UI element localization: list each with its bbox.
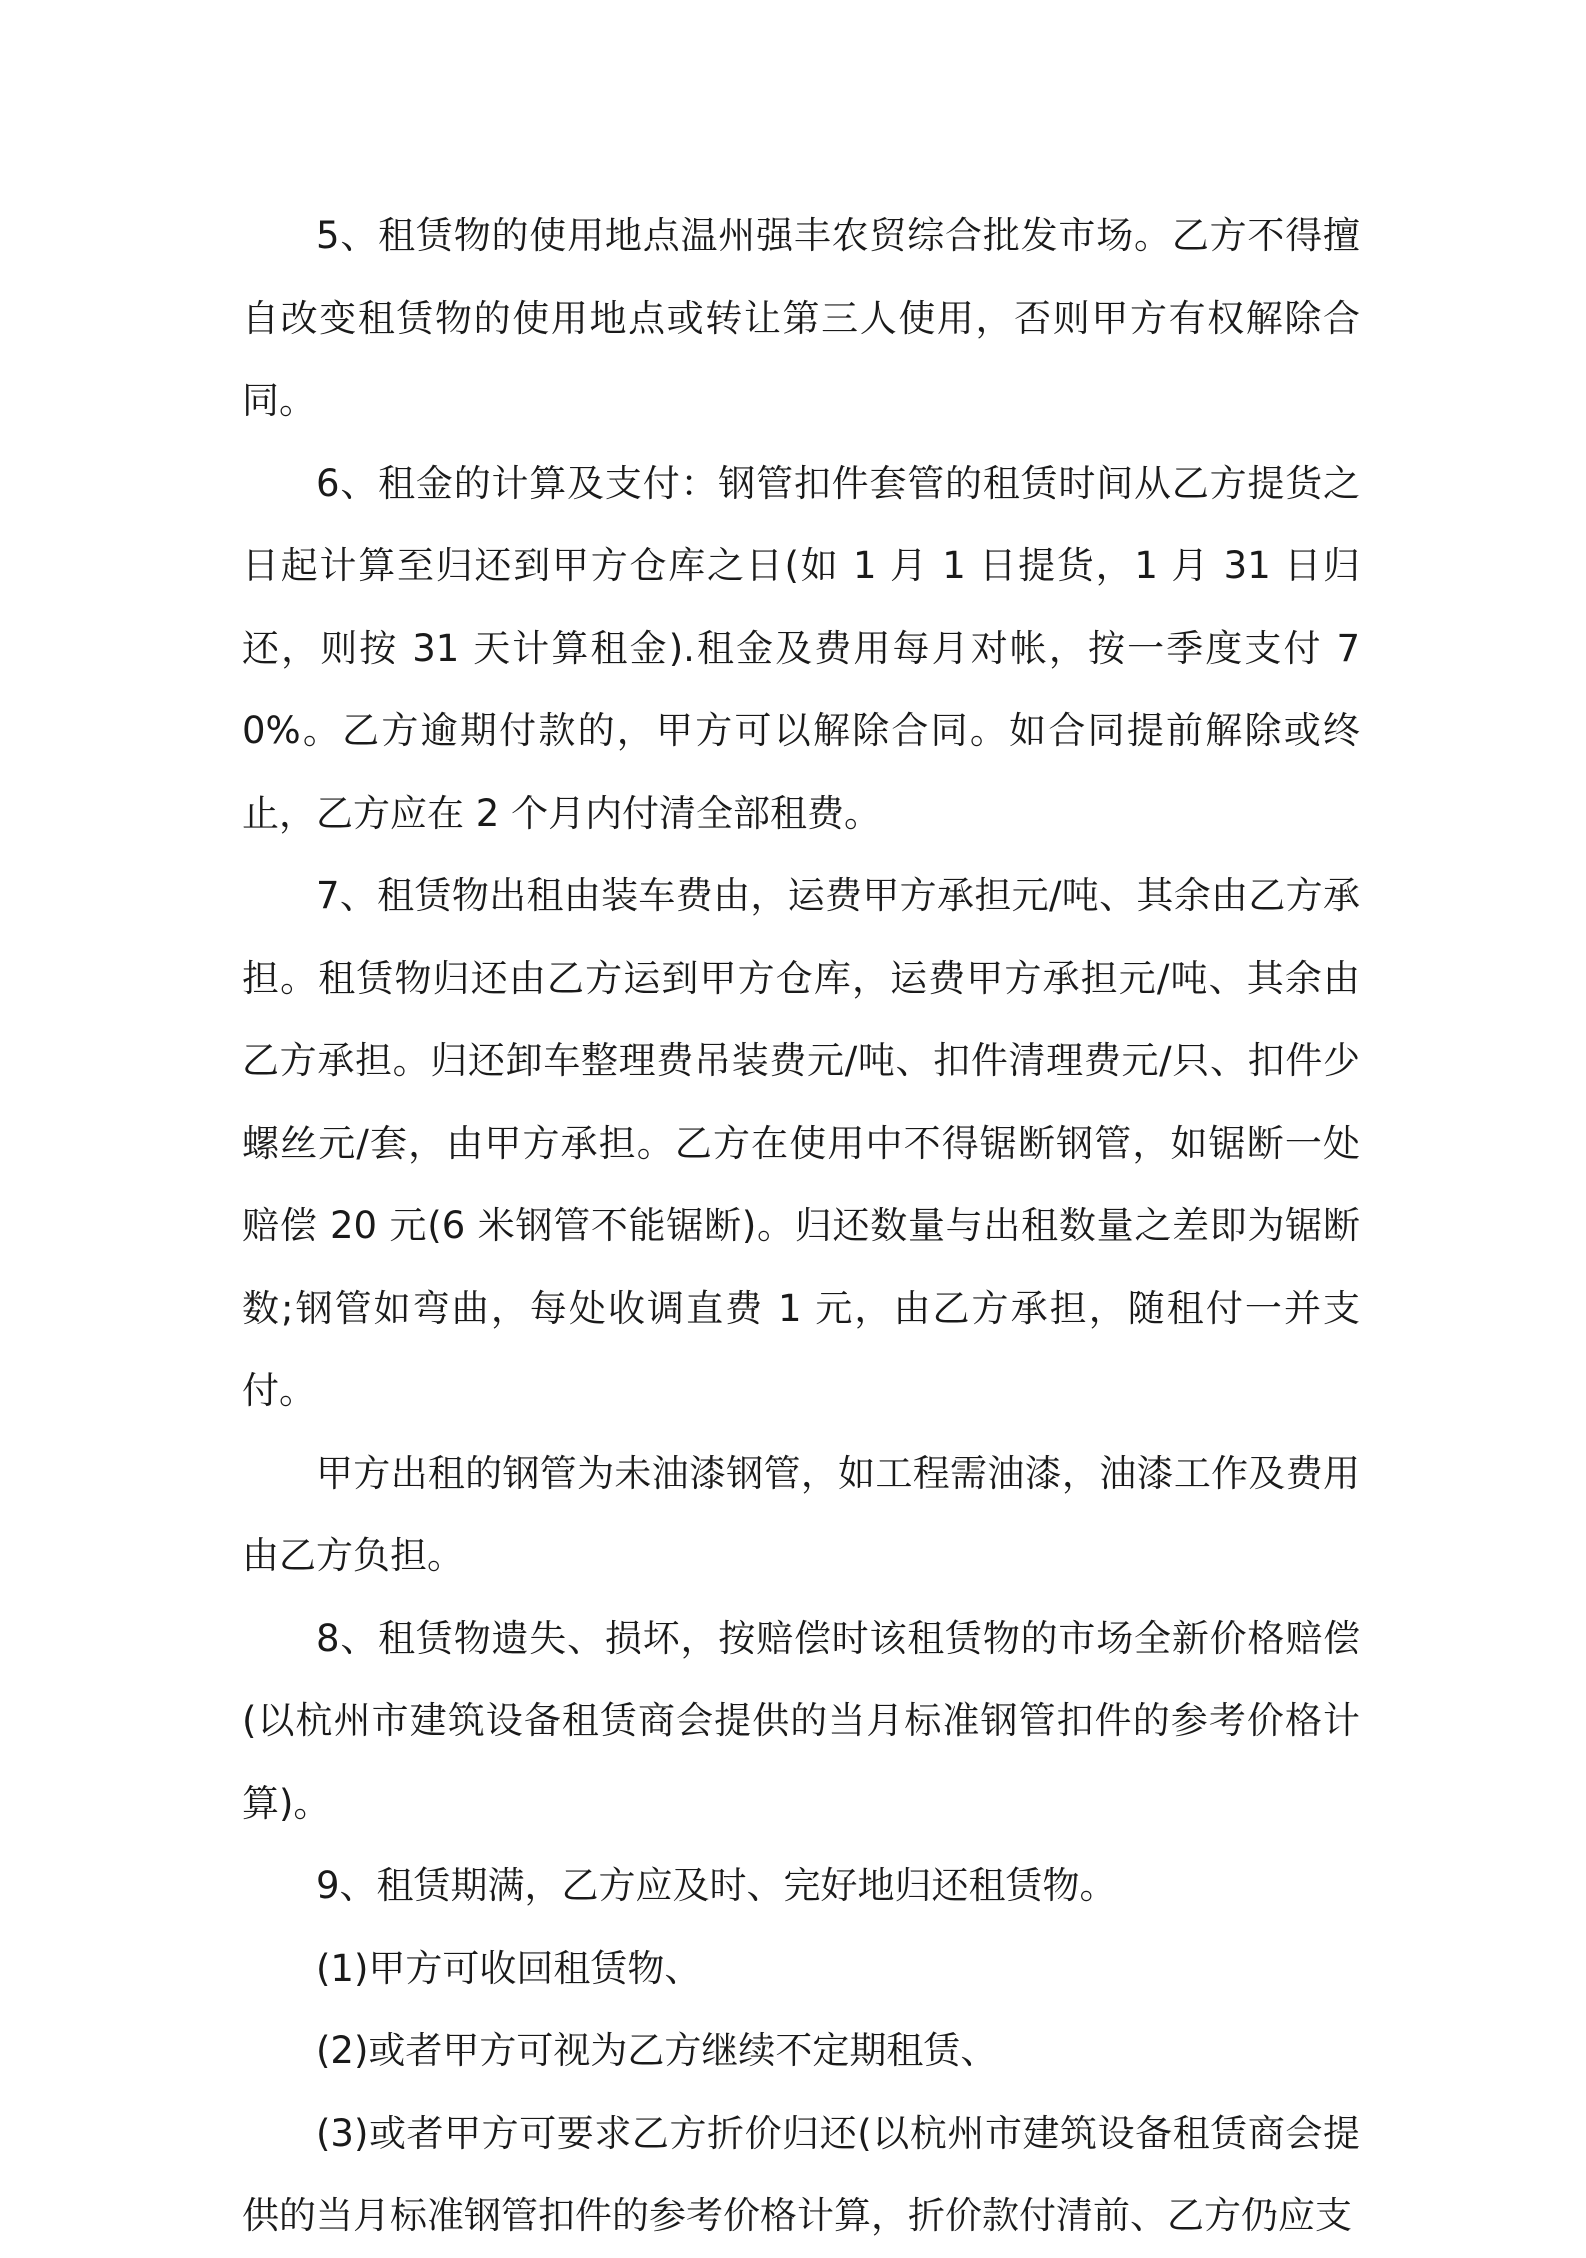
paragraph-clause-9: 9、租赁期满，乙方应及时、完好地归还租赁物。 bbox=[316, 1864, 1117, 1907]
paragraph-option-3: (3)或者甲方可要求乙方折价归还(以杭州市建筑设备租赁商会提供的当月标准钢管扣件的参考价格计算，折价款付清前、乙方仍应支 bbox=[242, 2111, 1360, 2237]
paragraph-clause-5: 5、租赁物的使用地点温州强丰农贸综合批发市场。乙方不得擅自改变租赁物的使用地点或转让第三人使用，否则甲方有权解除合同。 bbox=[242, 214, 1360, 422]
document-body bbox=[242, 195, 1360, 2258]
paragraph-clause-6: 6、租金的计算及支付：钢管扣件套管的租赁时间从乙方提货之日起计算至归还到甲方仓库之日(如 1 月 1 日提货，1 月 31 日归还，则按 31 天计算租金).租金及费用每月对帐，按一季度支付 70%。乙方逾期付款的，甲方可以解除合同。如合同提前解除或终止，乙方应在 2 个月内付清全部租费。 bbox=[242, 461, 1360, 835]
paragraph-option-2: (2)或者甲方可视为乙方继续不定期租赁、 bbox=[316, 2029, 998, 2072]
paragraph-clause-8: 8、租赁物遗失、损坏，按赔偿时该租赁物的市场全新价格赔偿(以杭州市建筑设备租赁商会提供的当月标准钢管扣件的参考价格计算)。 bbox=[242, 1616, 1360, 1825]
paragraph-option-1: (1)甲方可收回租赁物、 bbox=[316, 1946, 702, 1990]
paragraph-paint-note: 甲方出租的钢管为未油漆钢管，如工程需油漆，油漆工作及费用由乙方负担。 bbox=[242, 1451, 1360, 1577]
paragraph-clause-7: 7、租赁物出租由装车费由，运费甲方承担元/吨、其余由乙方承担。租赁物归还由乙方运到甲方仓库，运费甲方承担元/吨、其余由乙方承担。归还卸车整理费吊装费元/吨、扣件清理费元/只、扣件少螺丝元/套，由甲方承担。乙方在使用中不得锯断钢管，如锯断一处赔偿 20 元(6 米钢管不能锯断)。归还数量与出租数量之差即为锯断数;钢管如弯曲，每处收调直费 1 元，由乙方承担，随租付一并支付。 bbox=[242, 874, 1360, 1412]
